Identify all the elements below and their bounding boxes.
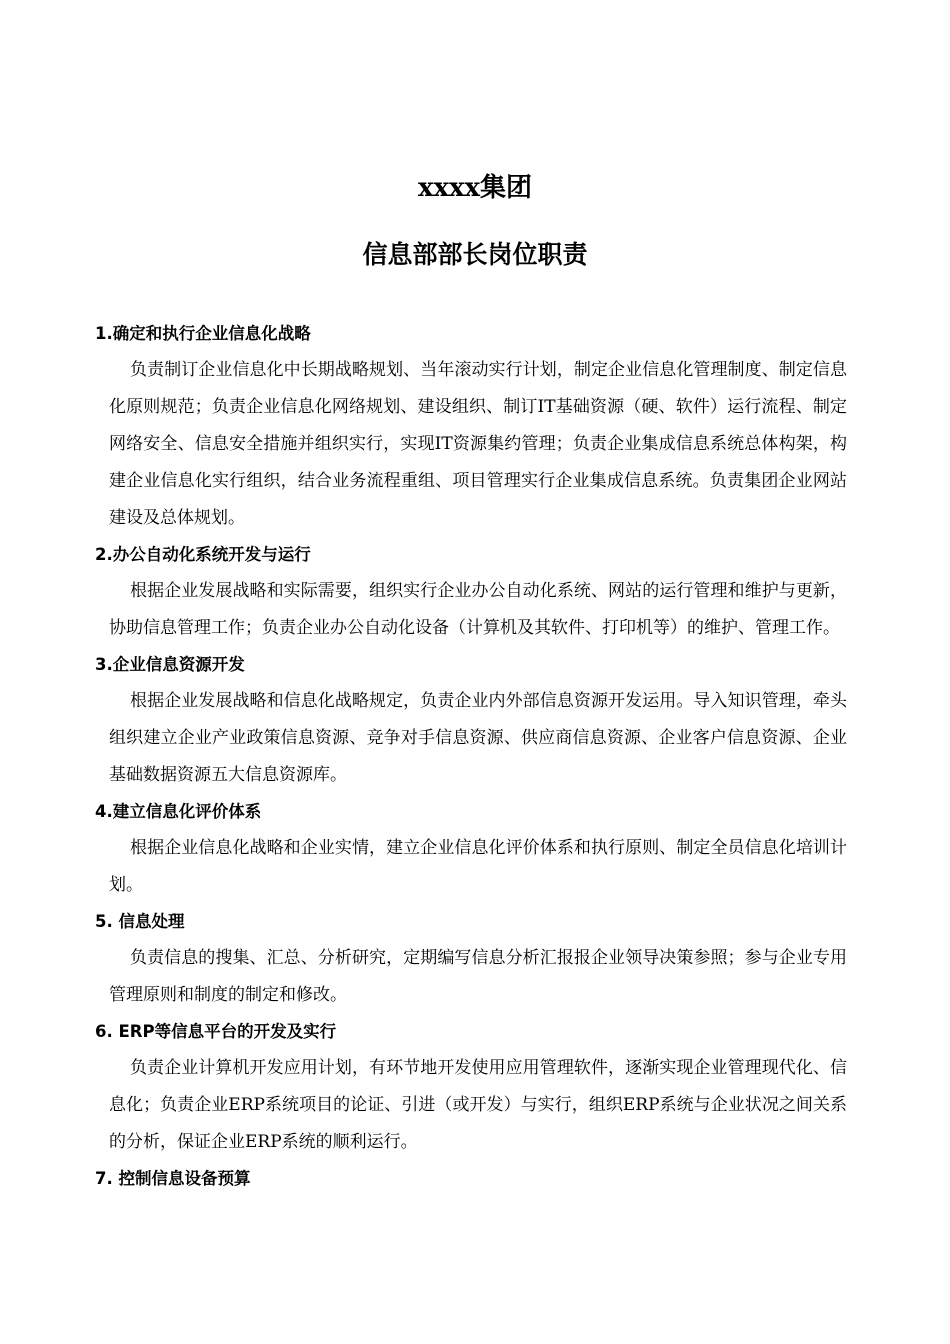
section-3-body: 根据企业发展战略和信息化战略规定，负责企业内外部信息资源开发运用。导入知识管理，牵头组织建立企业产业政策信息资源、竞争对手信息资源、供应商信息资源、企业客户信息资源、企业基础数据资源五大信息资源库。 [109,691,847,785]
section-7-heading: 7. 控制信息设备预算 [95,1169,251,1188]
section-4-heading: 4.建立信息化评价体系 [95,802,262,821]
section-5-body: 负责信息的搜集、汇总、分析研究，定期编写信息分析汇报报企业领导决策参照；参与企业专用管理原则和制度的制定和修改。 [109,948,847,1005]
section-5-heading: 5. 信息处理 [95,912,185,931]
section-2-body: 根据企业发展战略和实际需要，组织实行企业办公自动化系统、网站的运行管理和维护与更新，协助信息管理工作；负责企业办公自动化设备（计算机及其软件、打印机等）的维护、管理工作。 [109,581,847,638]
organization-title: xxxx集团 [417,173,532,203]
document-title: 信息部部长岗位职责 [362,240,588,269]
section-3-heading: 3.企业信息资源开发 [95,655,245,674]
section-1-heading: 1.确定和执行企业信息化战略 [95,324,311,343]
section-6-body: 负责企业计算机开发应用计划，有环节地开发使用应用管理软件，逐渐实现企业管理现代化、信息化；负责企业ERP系统项目的论证、引进（或开发）与实行，组织ERP系统与企业状况之间关系的分析，保证企业ERP系统的顺利运行。 [109,1058,847,1152]
section-1-body: 负责制订企业信息化中长期战略规划、当年滚动实行计划，制定企业信息化管理制度、制定信息化原则规范；负责企业信息化网络规划、建设组织、制订IT基础资源（硬、软件）运行流程、制定网络安全、信息安全措施并组织实行，实现IT资源集约管理；负责企业集成信息系统总体构架，构建企业信息化实行组织，结合业务流程重组、项目管理实行企业集成信息系统。负责集团企业网站建设及总体规划。 [109,360,847,528]
section-4-body: 根据企业信息化战略和企业实情，建立企业信息化评价体系和执行原则、制定全员信息化培训计划。 [109,838,847,895]
section-6-heading: 6. ERP等信息平台的开发及实行 [95,1022,337,1041]
document-body [95,316,855,1197]
section-2-heading: 2.办公自动化系统开发与运行 [95,545,311,564]
